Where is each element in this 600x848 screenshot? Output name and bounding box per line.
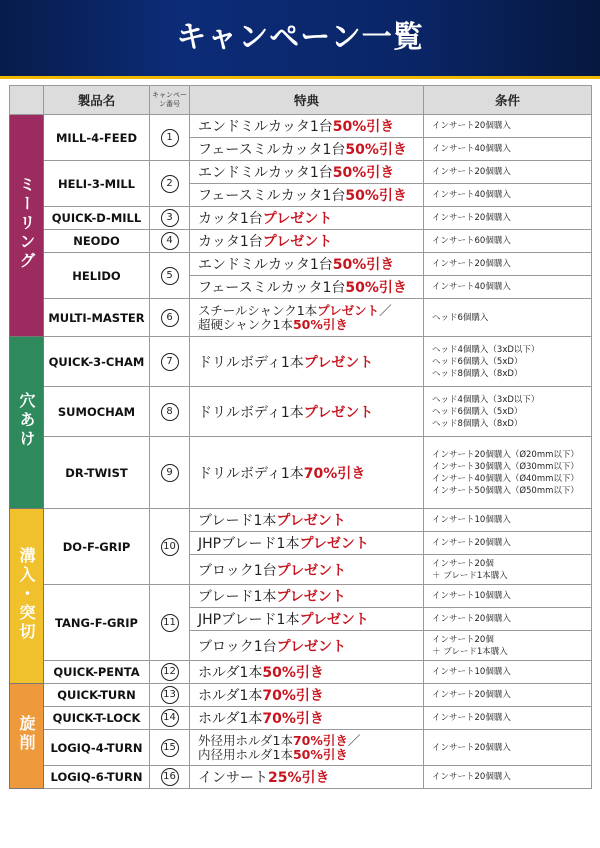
benefit-cell: スチールシャンク1本プレゼント／ 超硬シャンク1本50%引き: [190, 299, 424, 337]
benefit-cell: ブレード1本プレゼント: [190, 585, 424, 608]
condition-cell: インサート20個購入: [424, 532, 592, 555]
product-name: DR-TWIST: [44, 437, 150, 509]
product-name: HELIDO: [44, 253, 150, 299]
campaign-number: 3: [150, 207, 190, 230]
condition-cell: インサート20個購入: [424, 707, 592, 730]
table-row: [10, 509, 592, 532]
table-row: [10, 299, 592, 337]
benefit-cell: エンドミルカッタ1台50%引き: [190, 253, 424, 276]
table-row: [10, 684, 592, 707]
product-name: QUICK-3-CHAM: [44, 337, 150, 387]
condition-cell: ヘッド4個購入（3xD以下） ヘッド6個購入（5xD） ヘッド8個購入（8xD）: [424, 387, 592, 437]
header-condition: 条件: [424, 86, 592, 115]
benefit-cell: エンドミルカッタ1台50%引き: [190, 161, 424, 184]
benefit-cell: ブレード1本プレゼント: [190, 509, 424, 532]
benefit-cell: JHPブレード1本プレゼント: [190, 608, 424, 631]
banner-accent-line: [0, 76, 600, 79]
benefit-cell: ブロック1台プレゼント: [190, 555, 424, 585]
benefit-cell: JHPブレード1本プレゼント: [190, 532, 424, 555]
table-row: [10, 730, 592, 766]
table-row: [10, 387, 592, 437]
condition-cell: インサート10個購入: [424, 585, 592, 608]
product-name: QUICK-T-LOCK: [44, 707, 150, 730]
campaign-number: 13: [150, 684, 190, 707]
benefit-cell: ドリルボディ1本プレゼント: [190, 387, 424, 437]
campaign-number: 12: [150, 661, 190, 684]
campaign-number: 6: [150, 299, 190, 337]
campaign-number: 4: [150, 230, 190, 253]
campaign-number: 5: [150, 253, 190, 299]
benefit-cell: ホルダ1本70%引き: [190, 707, 424, 730]
condition-cell: インサート20個購入: [424, 115, 592, 138]
table-row: [10, 585, 592, 608]
campaign-number: 7: [150, 337, 190, 387]
table-row: [10, 337, 592, 387]
campaign-number: 11: [150, 585, 190, 661]
table-row: [10, 766, 592, 789]
condition-cell: ヘッド4個購入（3xD以下） ヘッド6個購入（5xD） ヘッド8個購入（8xD）: [424, 337, 592, 387]
condition-cell: インサート20個 ＋ ブレード1本購入: [424, 555, 592, 585]
category-grooving: 溝入・突切: [10, 509, 44, 684]
condition-cell: インサート10個購入: [424, 661, 592, 684]
product-name: LOGIQ-4-TURN: [44, 730, 150, 766]
table-row: [10, 115, 592, 138]
benefit-cell: ホルダ1本70%引き: [190, 684, 424, 707]
condition-cell: インサート20個購入: [424, 161, 592, 184]
benefit-cell: カッタ1台プレゼント: [190, 230, 424, 253]
table-header-row: [10, 86, 592, 115]
campaign-table: [9, 85, 592, 789]
condition-cell: インサート40個購入: [424, 184, 592, 207]
category-turning: 旋削: [10, 684, 44, 789]
condition-cell: ヘッド6個購入: [424, 299, 592, 337]
product-name: QUICK-D-MILL: [44, 207, 150, 230]
product-name: MULTI-MASTER: [44, 299, 150, 337]
header-category: [10, 86, 44, 115]
product-name: SUMOCHAM: [44, 387, 150, 437]
category-drilling: 穴あけ: [10, 337, 44, 509]
table-row: [10, 437, 592, 509]
benefit-cell: ドリルボディ1本70%引き: [190, 437, 424, 509]
condition-cell: インサート20個購入: [424, 253, 592, 276]
table-row: [10, 230, 592, 253]
campaign-number: 8: [150, 387, 190, 437]
benefit-cell: ブロック1台プレゼント: [190, 631, 424, 661]
condition-cell: インサート20個購入: [424, 608, 592, 631]
table-row: [10, 207, 592, 230]
table-row: [10, 707, 592, 730]
page-title: キャンペーン一覧: [176, 20, 424, 55]
condition-cell: インサート60個購入: [424, 230, 592, 253]
table-row: [10, 661, 592, 684]
title-banner: [0, 0, 600, 76]
product-name: MILL-4-FEED: [44, 115, 150, 161]
campaign-number: 10: [150, 509, 190, 585]
table-row: [10, 161, 592, 184]
product-name: QUICK-TURN: [44, 684, 150, 707]
benefit-cell: ホルダ1本50%引き: [190, 661, 424, 684]
campaign-number: 2: [150, 161, 190, 207]
benefit-cell: インサート25%引き: [190, 766, 424, 789]
condition-cell: インサート20個購入: [424, 207, 592, 230]
product-name: QUICK-PENTA: [44, 661, 150, 684]
benefit-cell: カッタ1台プレゼント: [190, 207, 424, 230]
benefit-cell: フェースミルカッタ1台50%引き: [190, 138, 424, 161]
header-number: キャンペーン番号: [150, 86, 190, 115]
benefit-cell: エンドミルカッタ1台50%引き: [190, 115, 424, 138]
campaign-number: 1: [150, 115, 190, 161]
campaign-number: 15: [150, 730, 190, 766]
campaign-number: 9: [150, 437, 190, 509]
condition-cell: インサート20個購入: [424, 766, 592, 789]
condition-cell: インサート20個購入（Ø20mm以下） インサート30個購入（Ø30mm以下） インサート40個購入（Ø40mm以下） インサート50個購入（Ø50mm以下）: [424, 437, 592, 509]
condition-cell: インサート40個購入: [424, 276, 592, 299]
condition-cell: インサート40個購入: [424, 138, 592, 161]
condition-cell: インサート20個 ＋ ブレード1本購入: [424, 631, 592, 661]
campaign-number: 14: [150, 707, 190, 730]
header-product: 製品名: [44, 86, 150, 115]
product-name: NEODO: [44, 230, 150, 253]
benefit-cell: フェースミルカッタ1台50%引き: [190, 276, 424, 299]
campaign-number: 16: [150, 766, 190, 789]
product-name: DO-F-GRIP: [44, 509, 150, 585]
benefit-cell: ドリルボディ1本プレゼント: [190, 337, 424, 387]
product-name: HELI-3-MILL: [44, 161, 150, 207]
category-milling: ミーリング: [10, 115, 44, 337]
product-name: TANG-F-GRIP: [44, 585, 150, 661]
benefit-cell: フェースミルカッタ1台50%引き: [190, 184, 424, 207]
product-name: LOGIQ-6-TURN: [44, 766, 150, 789]
condition-cell: インサート20個購入: [424, 684, 592, 707]
header-benefit: 特典: [190, 86, 424, 115]
table-row: [10, 253, 592, 276]
benefit-cell: 外径用ホルダ1本70%引き／ 内径用ホルダ1本50%引き: [190, 730, 424, 766]
condition-cell: インサート20個購入: [424, 730, 592, 766]
condition-cell: インサート10個購入: [424, 509, 592, 532]
